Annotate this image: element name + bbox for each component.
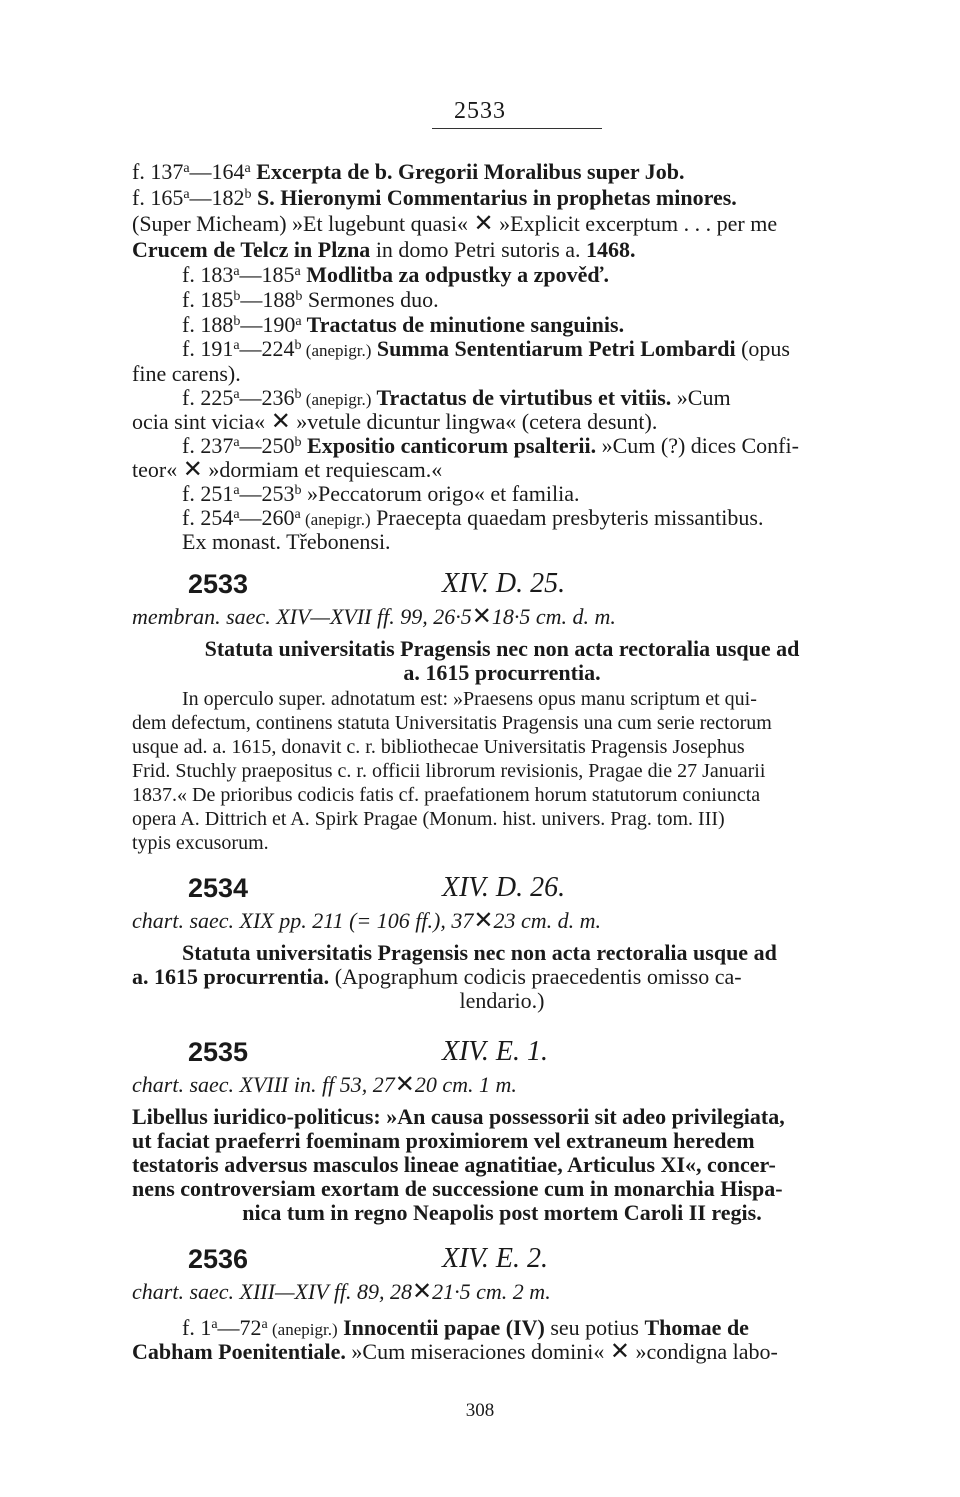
content-line: Cabham Poenitentiale. »Cum miseraciones domini« ✕ »condigna labo- (132, 1339, 778, 1365)
entry-title: Statuta universitatis Pragensis nec non acta rectoralia usque ad (182, 940, 777, 965)
physical-description: chart. saec. XIX pp. 211 (= 106 ff.), 37✕23 cm. d. m. (132, 908, 601, 934)
content-line: f. 191$^a$—224$^b$ (anepigr.) Summa Sententiarum Petri Lombardi (opus (182, 336, 790, 361)
entry-number: 2536 (188, 1244, 249, 1274)
content-line: Crucem de Telcz in Plzna in domo Petri sutoris a. 1468. (132, 237, 636, 262)
content-line: f. 185$^b$—188$^b$ Sermones duo. (182, 287, 439, 312)
note-line: usque ad. a. 1615, donavit c. r. bibliothecae Universitatis Pragensis Josephus (132, 736, 745, 758)
entry-title: ut faciat praeferri foeminam proximiorem vel extraneum heredem (132, 1128, 755, 1153)
physical-description: chart. saec. XVIII in. ff 53, 27✕20 cm. 1 m. (132, 1072, 517, 1098)
cross-symbol: ✕ (182, 457, 203, 483)
shelf-mark: XIV. D. 25. (442, 568, 566, 599)
note-line: dem defectum, continens statuta Universitatis Pragensis una cum serie rectorum (132, 712, 772, 734)
entry-title: a. 1615 procurrentia. (403, 660, 601, 685)
cross-symbol: ✕ (412, 1279, 433, 1305)
header-rule (432, 128, 602, 129)
content-line: teor« ✕ »dormiam et requiescam.« (132, 457, 443, 483)
entry-title: nica tum in regno Neapolis post mortem Caroli II regis. (242, 1200, 762, 1225)
cross-symbol: ✕ (473, 211, 494, 237)
note-line: In operculo super. adnotatum est: »Praesens opus manu scriptum et qui- (182, 688, 757, 710)
content-line: f. 183$^a$—185$^a$ Modlitba za odpustky a zpověď. (182, 262, 610, 287)
content-line: ocia sint vicia« ✕ »vetule dicuntur lingwa« (cetera desunt). (132, 409, 658, 435)
content-line: f. 237$^a$—250$^b$ Expositio canticorum psalterii. »Cum (?) dices Confi- (182, 433, 799, 458)
entry-title: testatoris adversus masculos lineae agnatitiae, Articulus XI«, concer- (132, 1152, 776, 1177)
cross-symbol: ✕ (394, 1072, 415, 1098)
page-number: 308 (465, 1400, 495, 1421)
shelf-mark: XIV. E. 2. (442, 1243, 549, 1274)
note-line: opera A. Dittrich et A. Spirk Pragae (Monum. hist. univers. Prag. tom. III) (132, 808, 725, 830)
shelf-mark: XIV. D. 26. (442, 872, 566, 903)
physical-description: chart. saec. XIII—XIV ff. 89, 28✕21·5 cm. 2 m. (132, 1279, 551, 1305)
entry-title: a. 1615 procurrentia. (Apographum codicis praecedentis omisso ca- (132, 964, 742, 989)
note-line: 1837.« De prioribus codicis fatis cf. praefationem horum statutorum coniuncta (132, 784, 761, 806)
cross-symbol: ✕ (471, 604, 492, 630)
content-line: f. 1$^a$—72$^a$ (anepigr.) Innocentii papae (IV) seu potius Thomae de (182, 1315, 749, 1340)
content-line: Ex monast. Třebonensi. (182, 529, 391, 554)
cross-symbol: ✕ (473, 908, 494, 934)
entry-title: Statuta universitatis Pragensis nec non acta rectoralia usque ad (204, 636, 800, 661)
content-line: (Super Micheam) »Et lugebunt quasi« ✕ »Explicit excerptum . . . per me (132, 211, 778, 237)
shelf-mark: XIV. E. 1. (442, 1036, 549, 1067)
content-line: f. 165$^a$—182$^b$ S. Hieronymi Commentarius in prophetas minores. (132, 185, 737, 210)
note-line: typis excusorum. (132, 832, 269, 854)
cross-symbol: ✕ (270, 409, 291, 435)
entry-number: 2534 (188, 873, 249, 903)
physical-description: membran. saec. XIV—XVII ff. 99, 26·5✕18·5 cm. d. m. (132, 604, 616, 630)
content-line: fine carens). (132, 361, 241, 386)
entry-title: lendario.) (459, 988, 545, 1013)
running-head: 2533 (454, 98, 506, 124)
entry-title: nens controversiam exortam de successione cum in monarchia Hispa- (132, 1176, 783, 1201)
entry-number: 2533 (188, 569, 249, 599)
cross-symbol: ✕ (609, 1339, 630, 1365)
content-line: f. 251$^a$—253$^b$ »Peccatorum origo« et familia. (182, 481, 580, 506)
note-line: Frid. Stuchly praepositus c. r. officii librorum revisionis, Pragae die 27 Januarii (132, 760, 766, 782)
content-line: f. 188$^b$—190$^a$ Tractatus de minutione sanguinis. (182, 312, 625, 337)
content-line: f. 254$^a$—260$^a$ (anepigr.) Praecepta quaedam presbyteris missantibus. (182, 505, 764, 530)
entry-number: 2535 (188, 1037, 249, 1067)
content-line: f. 225$^a$—236$^b$ (anepigr.) Tractatus de virtutibus et vitiis. »Cum (182, 385, 731, 410)
entry-title: Libellus iuridico-politicus: »An causa possessorii sit adeo privilegiata, (132, 1104, 785, 1129)
content-line: f. 137$^a$—164$^a$ Excerpta de b. Gregorii Moralibus super Job. (132, 159, 685, 184)
